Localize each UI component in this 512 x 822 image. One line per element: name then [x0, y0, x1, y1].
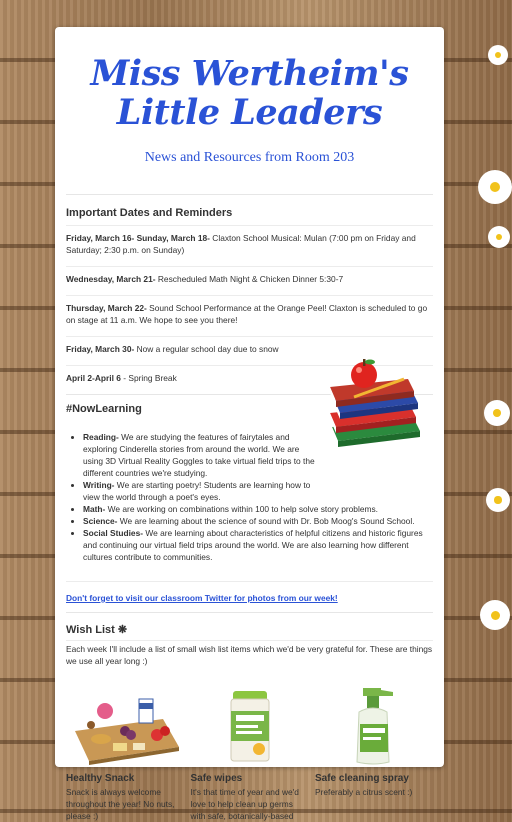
daisy-decoration: [486, 488, 510, 512]
wish-item-snack: Healthy Snack Snack is always welcome throughout the year! No nuts, please :): [66, 685, 184, 822]
date-item: Friday, March 30- Now a regular school day due to snow: [66, 336, 433, 365]
date-item: April 2-April 6 - Spring Break: [66, 365, 433, 394]
daisy-decoration: [488, 226, 510, 248]
books-apple-illustration: [324, 357, 424, 457]
date-item: Wednesday, March 21- Rescheduled Math Night & Chicken Dinner 5:30-7: [66, 266, 433, 295]
list-item: • Math- We are working on combinations within 100 to help solve story problems.: [83, 503, 433, 515]
learning-list-wide: [66, 503, 433, 563]
wishlist-intro: Each week I'll include a list of small wish list items which we'd be very grateful for. These are things we use all year long :): [66, 640, 433, 677]
daisy-decoration: [484, 400, 510, 426]
spray-bottle-image: [315, 685, 433, 767]
section-heading-wishlist: Wish List ❋: [66, 624, 128, 636]
learning-list: [66, 431, 315, 503]
section-heading-dates: Important Dates and Reminders: [66, 207, 233, 219]
daisy-decoration: [488, 45, 508, 65]
list-item: • Writing- We are starting poetry! Students are learning how to view the world through a poet's eyes.: [83, 479, 315, 503]
wishlist-items: [66, 685, 433, 822]
list-item: • Social Studies- We are learning about characteristics of helpful citizens and historic figures and continuing our virtual field trips around the world. We are also learning how different cultures contribute to communities.: [83, 527, 433, 563]
list-item: • Science- We are learning about the science of sound with Dr. Bob Moog's Sound School.: [83, 515, 433, 527]
date-item: Thursday, March 22- Sound School Performance at the Orange Peel! Claxton is scheduled to go on stage at 11 a.m. We hope to see you there!: [66, 295, 433, 336]
newsletter-subtitle: News and Resources from Room 203: [144, 150, 355, 165]
wipes-canister-image: [191, 685, 309, 767]
daisy-decoration: [478, 170, 512, 204]
newsletter-title: Miss Wertheim's Little Leaders: [90, 53, 409, 133]
snack-board-image: [66, 685, 184, 767]
daisy-decoration: [480, 600, 510, 630]
date-item: Friday, March 16- Sunday, March 18- Claxton School Musical: Mulan (7:00 pm on Friday and Saturday; 2:30 p.m. on Sunday): [66, 225, 433, 266]
wish-item-spray: Safe cleaning spray Preferably a citrus scent :): [315, 685, 433, 822]
newsletter-card: [55, 27, 444, 821]
sparkle-icon: ❋: [117, 624, 128, 636]
wish-item-wipes: Safe wipes It's that time of year and we'd love to help clean up germs with safe, botanically-based: [191, 685, 309, 822]
list-item: • Reading- We are studying the features of fairytales and exploring Cinderella stories from around the world. We are using 3D Virtual Reality Goggles to take virtual field trips to the different countries we're studying.: [83, 431, 315, 479]
twitter-link[interactable]: Don't forget to visit our classroom Twitter for photos from our week!: [66, 593, 338, 603]
section-heading-learning: #NowLearning: [66, 403, 142, 415]
